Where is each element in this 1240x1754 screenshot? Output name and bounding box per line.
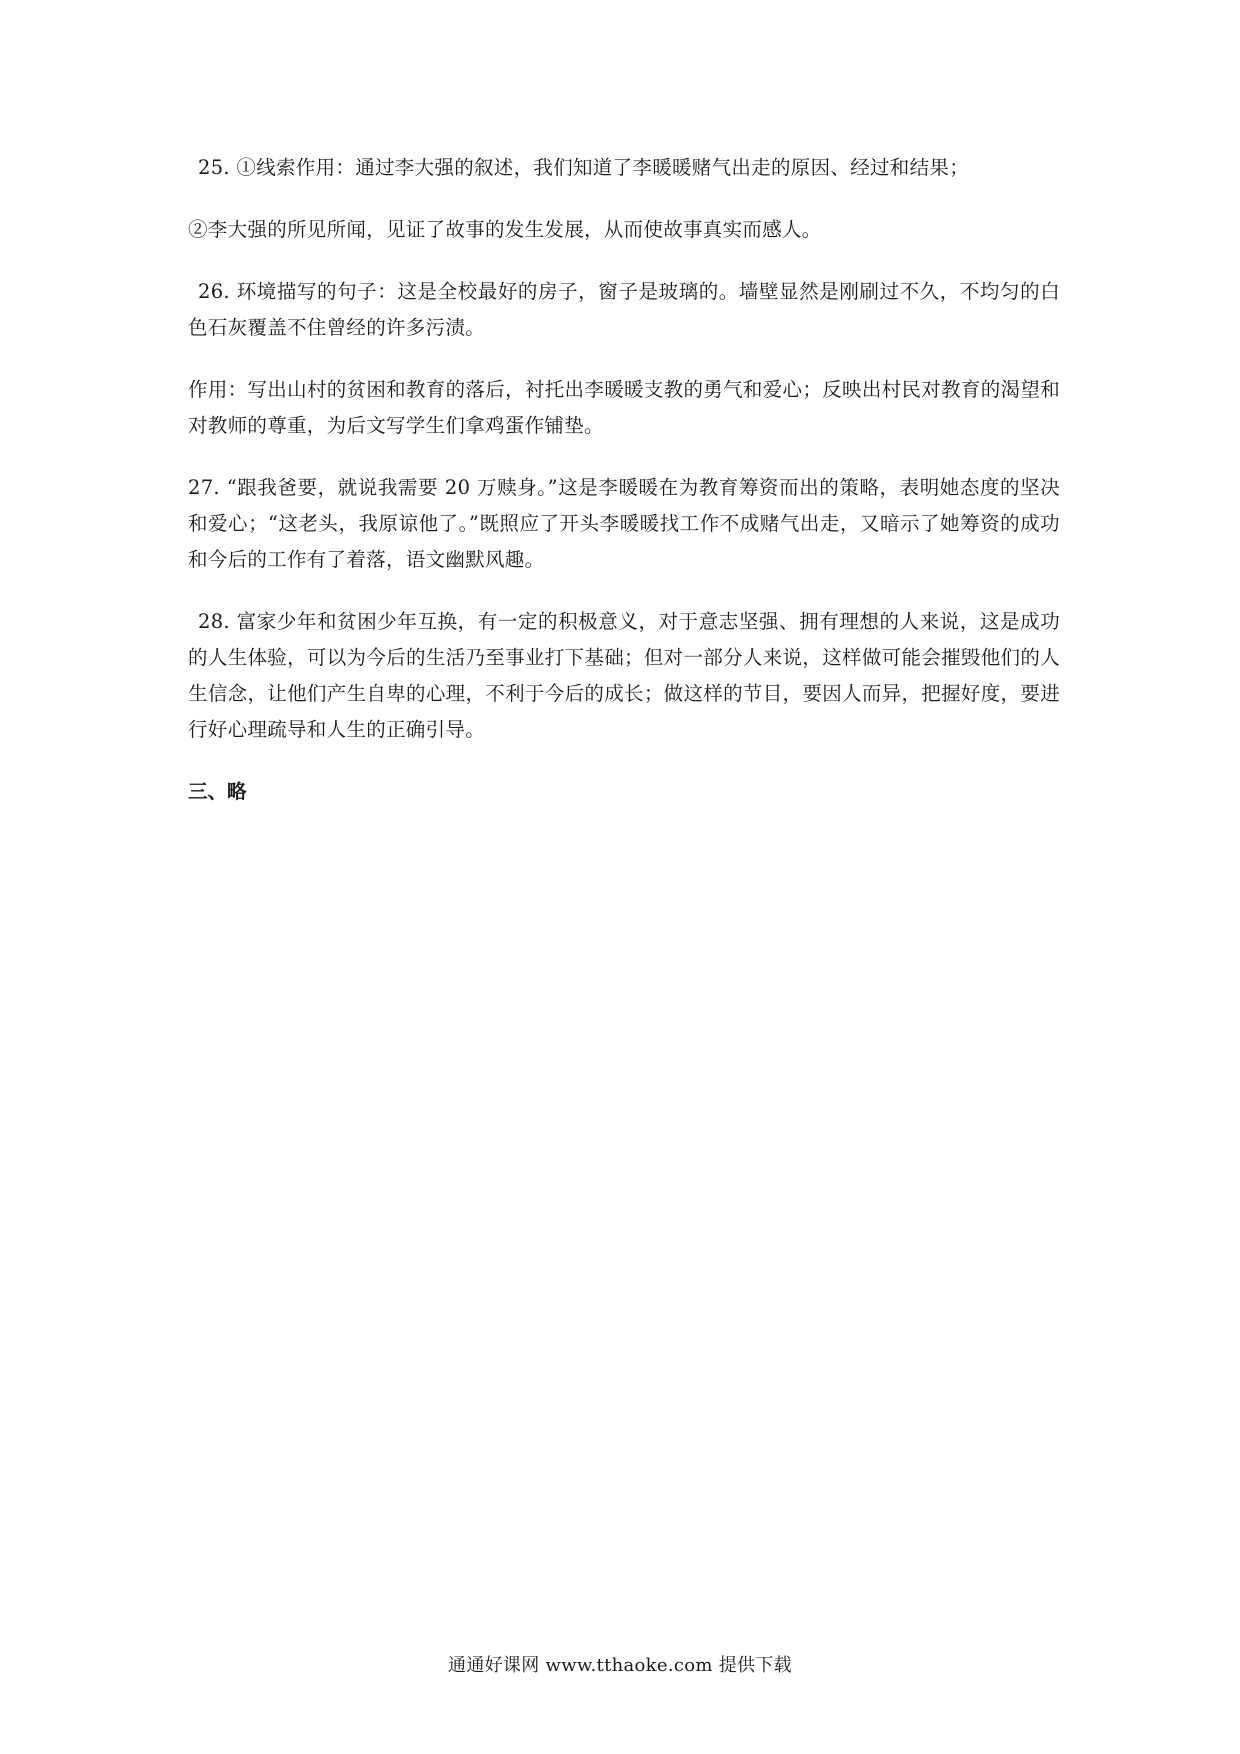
section-three-heading: 三、略 — [188, 780, 247, 803]
answer-26-sentence: 26. 环境描写的句子：这是全校最好的房子，窗子是玻璃的。墙壁显然是刚刷过不久，不均匀的白色石灰覆盖不住曾经的许多污渍。 — [188, 280, 1060, 339]
answer-25-part-1: 25. ①线索作用：通过李大强的叙述，我们知道了李暖暖赌气出走的原因、经过和结果； — [198, 156, 970, 179]
answer-28: 28. 富家少年和贫困少年互换，有一定的积极意义，对于意志坚强、拥有理想的人来说，这是成功的人生体验，可以为今后的生活乃至事业打下基础；但对一部分人来说，这样做可能会摧毁他们的人生信念，让他们产生自卑的心理，不利于今后的成长；做这样的节目，要因人而异，把握好度，要进行好心理疏导和人生的正确引导。 — [188, 610, 1060, 741]
answer-content — [188, 150, 1060, 810]
answer-27: 27. “跟我爸要，就说我需要 20 万赎身。”这是李暖暖在为教育筹资而出的策略，表明她态度的坚决和爱心；“这老头，我原谅他了。”既照应了开头李暖暖找工作不成赌气出走，又暗示了她筹资的成功和今后的工作有了着落，语文幽默风趣。 — [188, 476, 1060, 571]
answer-26-effect: 作用：写出山村的贫困和教育的落后，衬托出李暖暖支教的勇气和爱心；反映出村民对教育的渴望和对教师的尊重，为后文写学生们拿鸡蛋作铺垫。 — [188, 378, 1060, 437]
answer-25-part-2: ②李大强的所见所闻，见证了故事的发生发展，从而使故事真实而感人。 — [188, 218, 822, 241]
page-footer: 通通好课网 www.tthaoke.com 提供下载 — [448, 1655, 792, 1676]
